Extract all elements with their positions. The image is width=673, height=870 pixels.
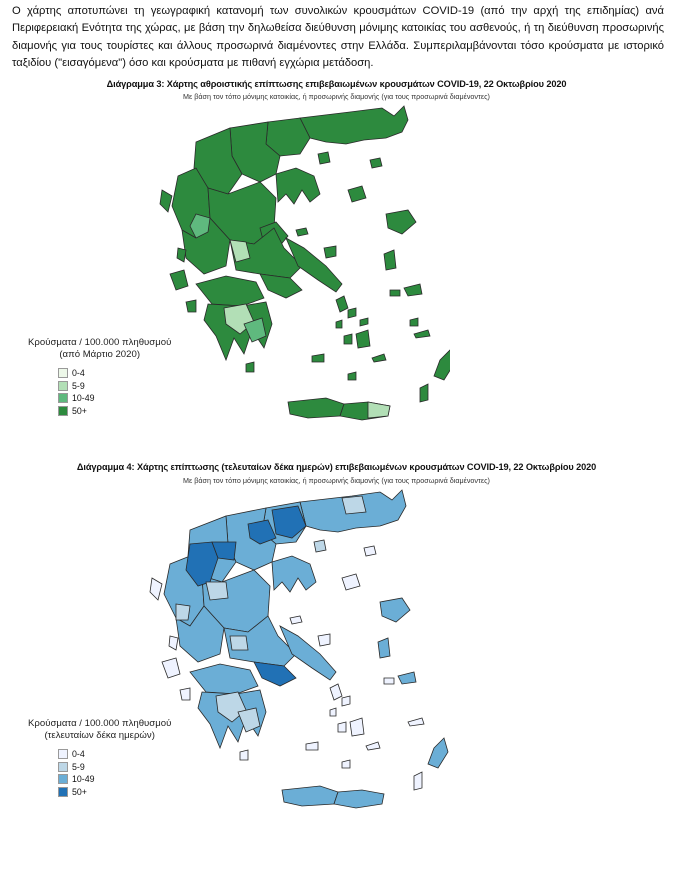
map2-region-karpathos xyxy=(414,772,422,790)
map1-region-lemnos xyxy=(348,186,366,202)
map2-subtitle: Με βάση τον τόπο μόνιμης κατοικίας, ή προσωρινής διαμονής (για τους προσωρινά διαμένοντες) xyxy=(183,476,490,485)
map1-region-kythira xyxy=(246,362,254,372)
map1-region-kalymnos xyxy=(410,318,418,326)
map2-region-lefkada xyxy=(169,636,178,650)
map1-region-lasithi-light xyxy=(368,402,390,418)
map1-legend-swatch xyxy=(58,406,68,416)
map1-region-chalkidiki xyxy=(276,168,320,204)
map1-legend-swatch xyxy=(58,368,68,378)
map1-legend-label: 5-9 xyxy=(72,380,85,391)
map1-region-milos xyxy=(312,354,324,362)
map1-legend-label: 10-49 xyxy=(72,393,95,404)
map1-region-paros xyxy=(344,334,352,344)
map2-region-xanthi-light xyxy=(342,496,366,514)
map2-region-syros xyxy=(330,708,336,716)
map1-legend-title: Κρούσματα / 100.000 πληθυσμού xyxy=(28,337,172,348)
map1-region-thrace xyxy=(300,106,408,144)
map1-region-chios xyxy=(384,250,396,270)
map2-region-phocis-light xyxy=(230,636,248,650)
map1-region-andros xyxy=(336,296,348,312)
map2-greece-recent xyxy=(130,486,450,826)
map2-region-samos xyxy=(398,672,416,684)
map1-region-karpathos xyxy=(420,384,428,402)
map1-region-lefkada xyxy=(177,248,186,262)
map2-legend-swatch xyxy=(58,762,68,772)
map2-legend-item xyxy=(58,773,171,786)
map2-title: Διάγραμμα 4: Χάρτης επίπτωσης (τελευταίων δέκα ημερών) επιβεβαιωμένων κρουσμάτων COVID-19, 22 Οκτωβρίου 2020 xyxy=(76,462,597,472)
map2-region-andros xyxy=(330,684,342,700)
map1-region-peloponnese-north xyxy=(196,276,264,306)
map1-legend-item xyxy=(58,367,171,380)
map2-legend-label: 10-49 xyxy=(72,774,95,785)
map2-region-santorini xyxy=(342,760,350,768)
map2-region-samothraki xyxy=(364,546,376,556)
map2-region-attica-dark xyxy=(254,662,296,686)
map1-region-ikaria xyxy=(390,290,400,296)
map1-legend-item xyxy=(58,405,171,418)
map2-region-rhodes xyxy=(428,738,448,768)
map2-region-milos xyxy=(306,742,318,750)
map2-region-kythira xyxy=(240,750,248,760)
map1-legend-label: 0-4 xyxy=(72,368,85,379)
map1-region-corfu xyxy=(160,190,172,212)
map2-region-sporades xyxy=(290,616,302,624)
map2-region-tinos xyxy=(342,696,350,706)
map1-region-kos xyxy=(414,330,430,338)
map1-legend-swatch xyxy=(58,393,68,403)
map1-region-samos xyxy=(404,284,422,296)
map2-region-naxos xyxy=(350,718,364,736)
map2-legend-swatch xyxy=(58,749,68,759)
map1-region-naxos xyxy=(356,330,370,348)
map2-legend xyxy=(28,718,171,798)
intro-paragraph xyxy=(12,3,664,73)
map2-region-kos xyxy=(408,718,424,726)
map1-subtitle: Με βάση τον τόπο μόνιμης κατοικίας, ή προσωρινής διαμονής (για τους προσωρινά διαμένοντες) xyxy=(183,92,490,101)
map2-region-thasos xyxy=(314,540,326,552)
map2-region-kefalonia xyxy=(162,658,180,678)
map2-region-peloponnese-north xyxy=(190,664,258,694)
map2-region-skyros xyxy=(318,634,330,646)
map1-region-santorini xyxy=(348,372,356,380)
map2-legend-item xyxy=(58,786,171,799)
map1-region-zakynthos xyxy=(186,300,196,312)
map2-region-lesvos xyxy=(380,598,410,622)
map2-region-crete-east xyxy=(334,790,384,808)
map2-legend-swatch xyxy=(58,774,68,784)
map1-region-samothraki xyxy=(370,158,382,168)
map2-legend-label: 0-4 xyxy=(72,749,85,760)
map2-legend-label: 50+ xyxy=(72,786,87,797)
map2-legend-title: Κρούσματα / 100.000 πληθυσμού xyxy=(28,718,172,729)
map1-region-kefalonia xyxy=(170,270,188,290)
map1-region-mykonos xyxy=(360,318,368,326)
map2-legend-subtitle: (τελευταίων δέκα ημερών) xyxy=(44,730,155,741)
map2-region-crete-west xyxy=(282,786,338,806)
map2-legend-item xyxy=(58,761,171,774)
map1-region-lesvos xyxy=(386,210,416,234)
map1-title: Διάγραμμα 3: Χάρτης αθροιστικής επίπτωσης επιβεβαιωμένων κρουσμάτων COVID-19, 22 Οκτωβρίου 2020 xyxy=(106,79,567,89)
map2-legend-label: 5-9 xyxy=(72,761,85,772)
map2-legend-item xyxy=(58,748,171,761)
map1-region-crete-west xyxy=(288,398,344,418)
map1-region-thasos xyxy=(318,152,330,164)
map1-region-attica xyxy=(260,274,302,298)
map2-region-paros xyxy=(338,722,346,732)
map1-region-rhodes xyxy=(434,350,450,380)
map1-region-skyros xyxy=(324,246,336,258)
map1-legend xyxy=(28,337,171,417)
map2-region-preveza-light xyxy=(176,604,190,620)
map2-region-chalkidiki xyxy=(272,556,316,592)
map1-region-amorgos xyxy=(372,354,386,362)
map1-legend-label: 50+ xyxy=(72,405,87,416)
map1-region-syros xyxy=(336,320,342,328)
map2-region-trikala-light xyxy=(206,582,228,600)
map2-region-corfu xyxy=(150,578,162,600)
map1-legend-item xyxy=(58,392,171,405)
map2-region-ikaria xyxy=(384,678,394,684)
map1-greece-cumulative xyxy=(150,98,450,438)
map2-legend-swatch xyxy=(58,787,68,797)
map2-region-lemnos xyxy=(342,574,360,590)
map1-legend-swatch xyxy=(58,381,68,391)
map2-region-amorgos xyxy=(366,742,380,750)
map1-region-sporades xyxy=(296,228,308,236)
map2-region-chios xyxy=(378,638,390,658)
map1-region-tinos xyxy=(348,308,356,318)
map2-region-zakynthos xyxy=(180,688,190,700)
map1-legend-subtitle: (από Μάρτιο 2020) xyxy=(59,349,141,360)
intro-text: Ο χάρτης αποτυπώνει τη γεωγραφική κατανομή των συνολικών κρουσμάτων COVID-19 (από την αρχή της επιδημίας) ανά Περιφερειακή Ενότητα της χώρας, με βάση την δηλωθείσα διεύθυνση μόνιμης κατοικίας του ασθενούς, ή τη διεύθυνση προσωρινής διαμονής για τους τουρίστες και άλλους προσωρινά διαμένοντες στην Ελλάδα. Συμπεριλαμβάνονται τόσο κρούσματα με ιστορικό ταξιδίου ("εισαγόμενα") όσο και κρούσματα με πιθανή εγχώρια μετάδοση. xyxy=(12,5,664,70)
map1-legend-item xyxy=(58,380,171,393)
